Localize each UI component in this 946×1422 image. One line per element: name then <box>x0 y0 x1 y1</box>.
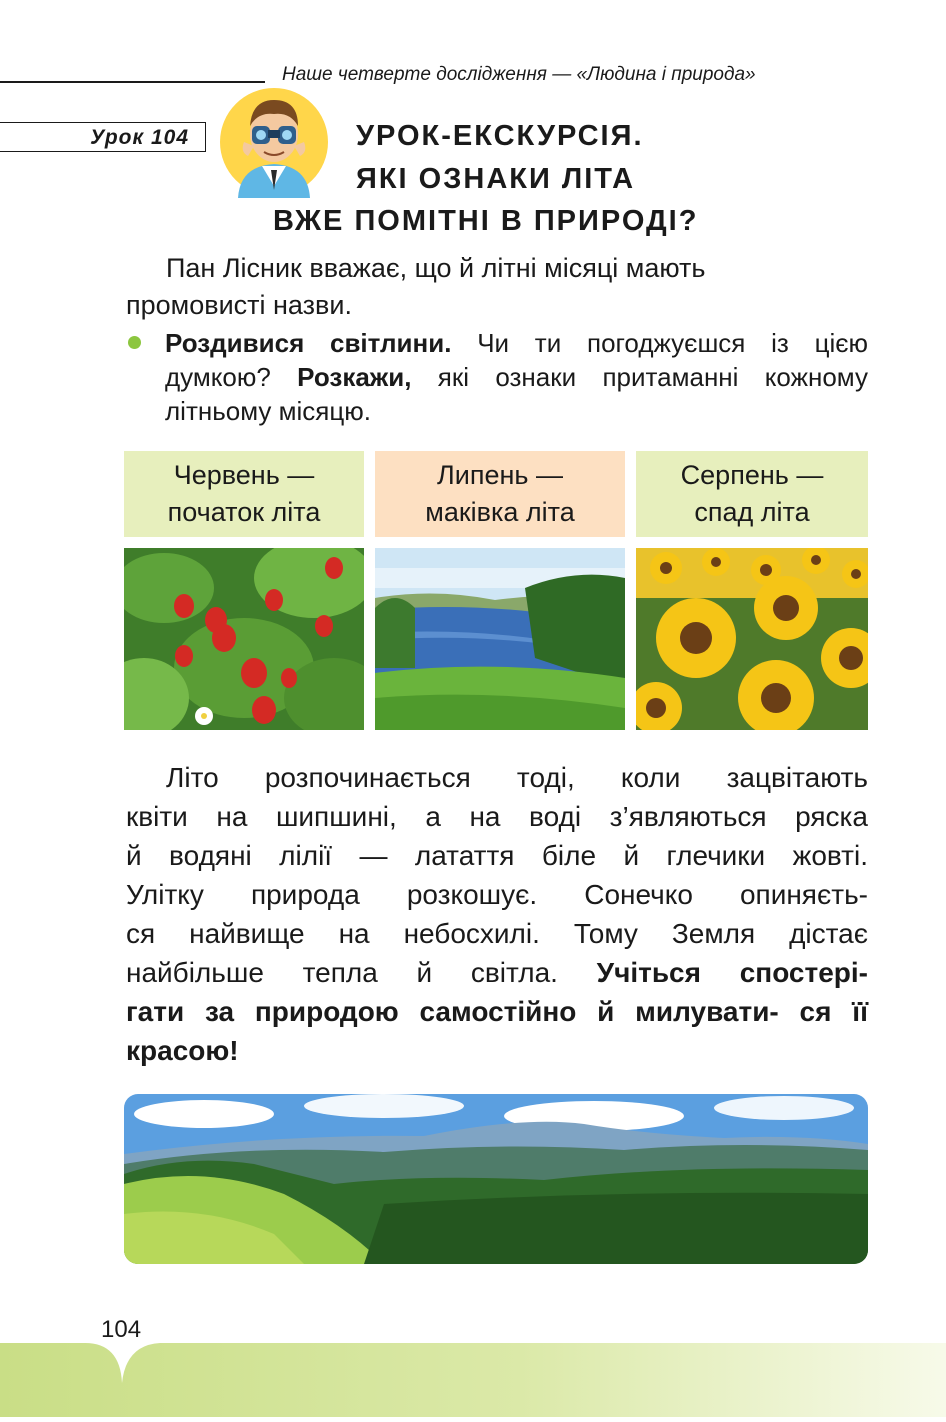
intro-line2: промовисті назви. <box>126 290 352 320</box>
month-label-june <box>124 451 364 537</box>
task-bold2: Розкажи, <box>297 362 412 392</box>
body-line7: гати за природою самостійно й милувати- <box>126 996 779 1027</box>
page-number: 104 <box>101 1316 142 1343</box>
month-label-july <box>375 451 625 537</box>
intro-paragraph <box>126 250 868 324</box>
body-line3: й водяні лілії — латаття біле й глечики жовті. <box>126 840 868 871</box>
lesson-title-line1: УРОК-ЕКСКУРСІЯ. <box>356 120 644 152</box>
body-line6b: Учіться спостері- <box>596 957 868 988</box>
sunflowers-photo <box>636 548 868 730</box>
body-line4: Улітку природа розкошує. Сонечко опиняєть- <box>126 879 868 910</box>
month-june-line2: початок літа <box>167 497 321 527</box>
body-line8: ся її красою! <box>126 996 868 1066</box>
lesson-title-line3: ВЖЕ ПОМІТНІ В ПРИРОДІ? <box>273 205 699 237</box>
month-august-line2: спад літа <box>694 497 810 527</box>
body-line6a: найбільше тепла й світла. <box>126 957 597 988</box>
month-july-line2: маківка літа <box>425 497 575 527</box>
body-paragraph <box>126 758 868 1070</box>
intro-line1: Пан Лісник вважає, що й літні місяці мають <box>166 253 706 283</box>
running-title: Наше четверте дослідження — «Людина і природа» <box>282 64 756 85</box>
task-text <box>165 326 868 428</box>
river-photo <box>375 548 625 730</box>
body-line6 <box>126 953 868 992</box>
task-bold1: Роздивися світлини. <box>165 328 452 358</box>
body-line5: ся найвище на небосхилі. Тому Земля дістає <box>126 918 868 949</box>
lesson-number: Урок 104 <box>0 122 206 152</box>
month-june-line1: Червень — <box>173 460 315 490</box>
header-rule <box>0 81 265 83</box>
body-line1: Літо розпочинається тоді, коли зацвітають <box>166 762 868 793</box>
forester-mascot-icon <box>218 86 330 198</box>
bullet-icon <box>128 336 141 349</box>
month-july-line1: Липень — <box>437 460 563 490</box>
task-text1: Чи ти погоджуєшся із цією думкою? <box>165 328 869 392</box>
task-text2: які ознаки притаманні кожному літньому місяцю. <box>165 362 868 426</box>
month-august-line1: Серпень — <box>680 460 824 490</box>
mountain-landscape-photo <box>124 1094 868 1264</box>
body-line2: квіти на шипшині, а на воді з’являються ряска <box>126 801 868 832</box>
strawberries-photo <box>124 548 364 730</box>
month-label-august <box>636 451 868 537</box>
lesson-title-line2: ЯКІ ОЗНАКИ ЛІТА <box>356 163 636 195</box>
footer-band <box>0 1343 946 1417</box>
